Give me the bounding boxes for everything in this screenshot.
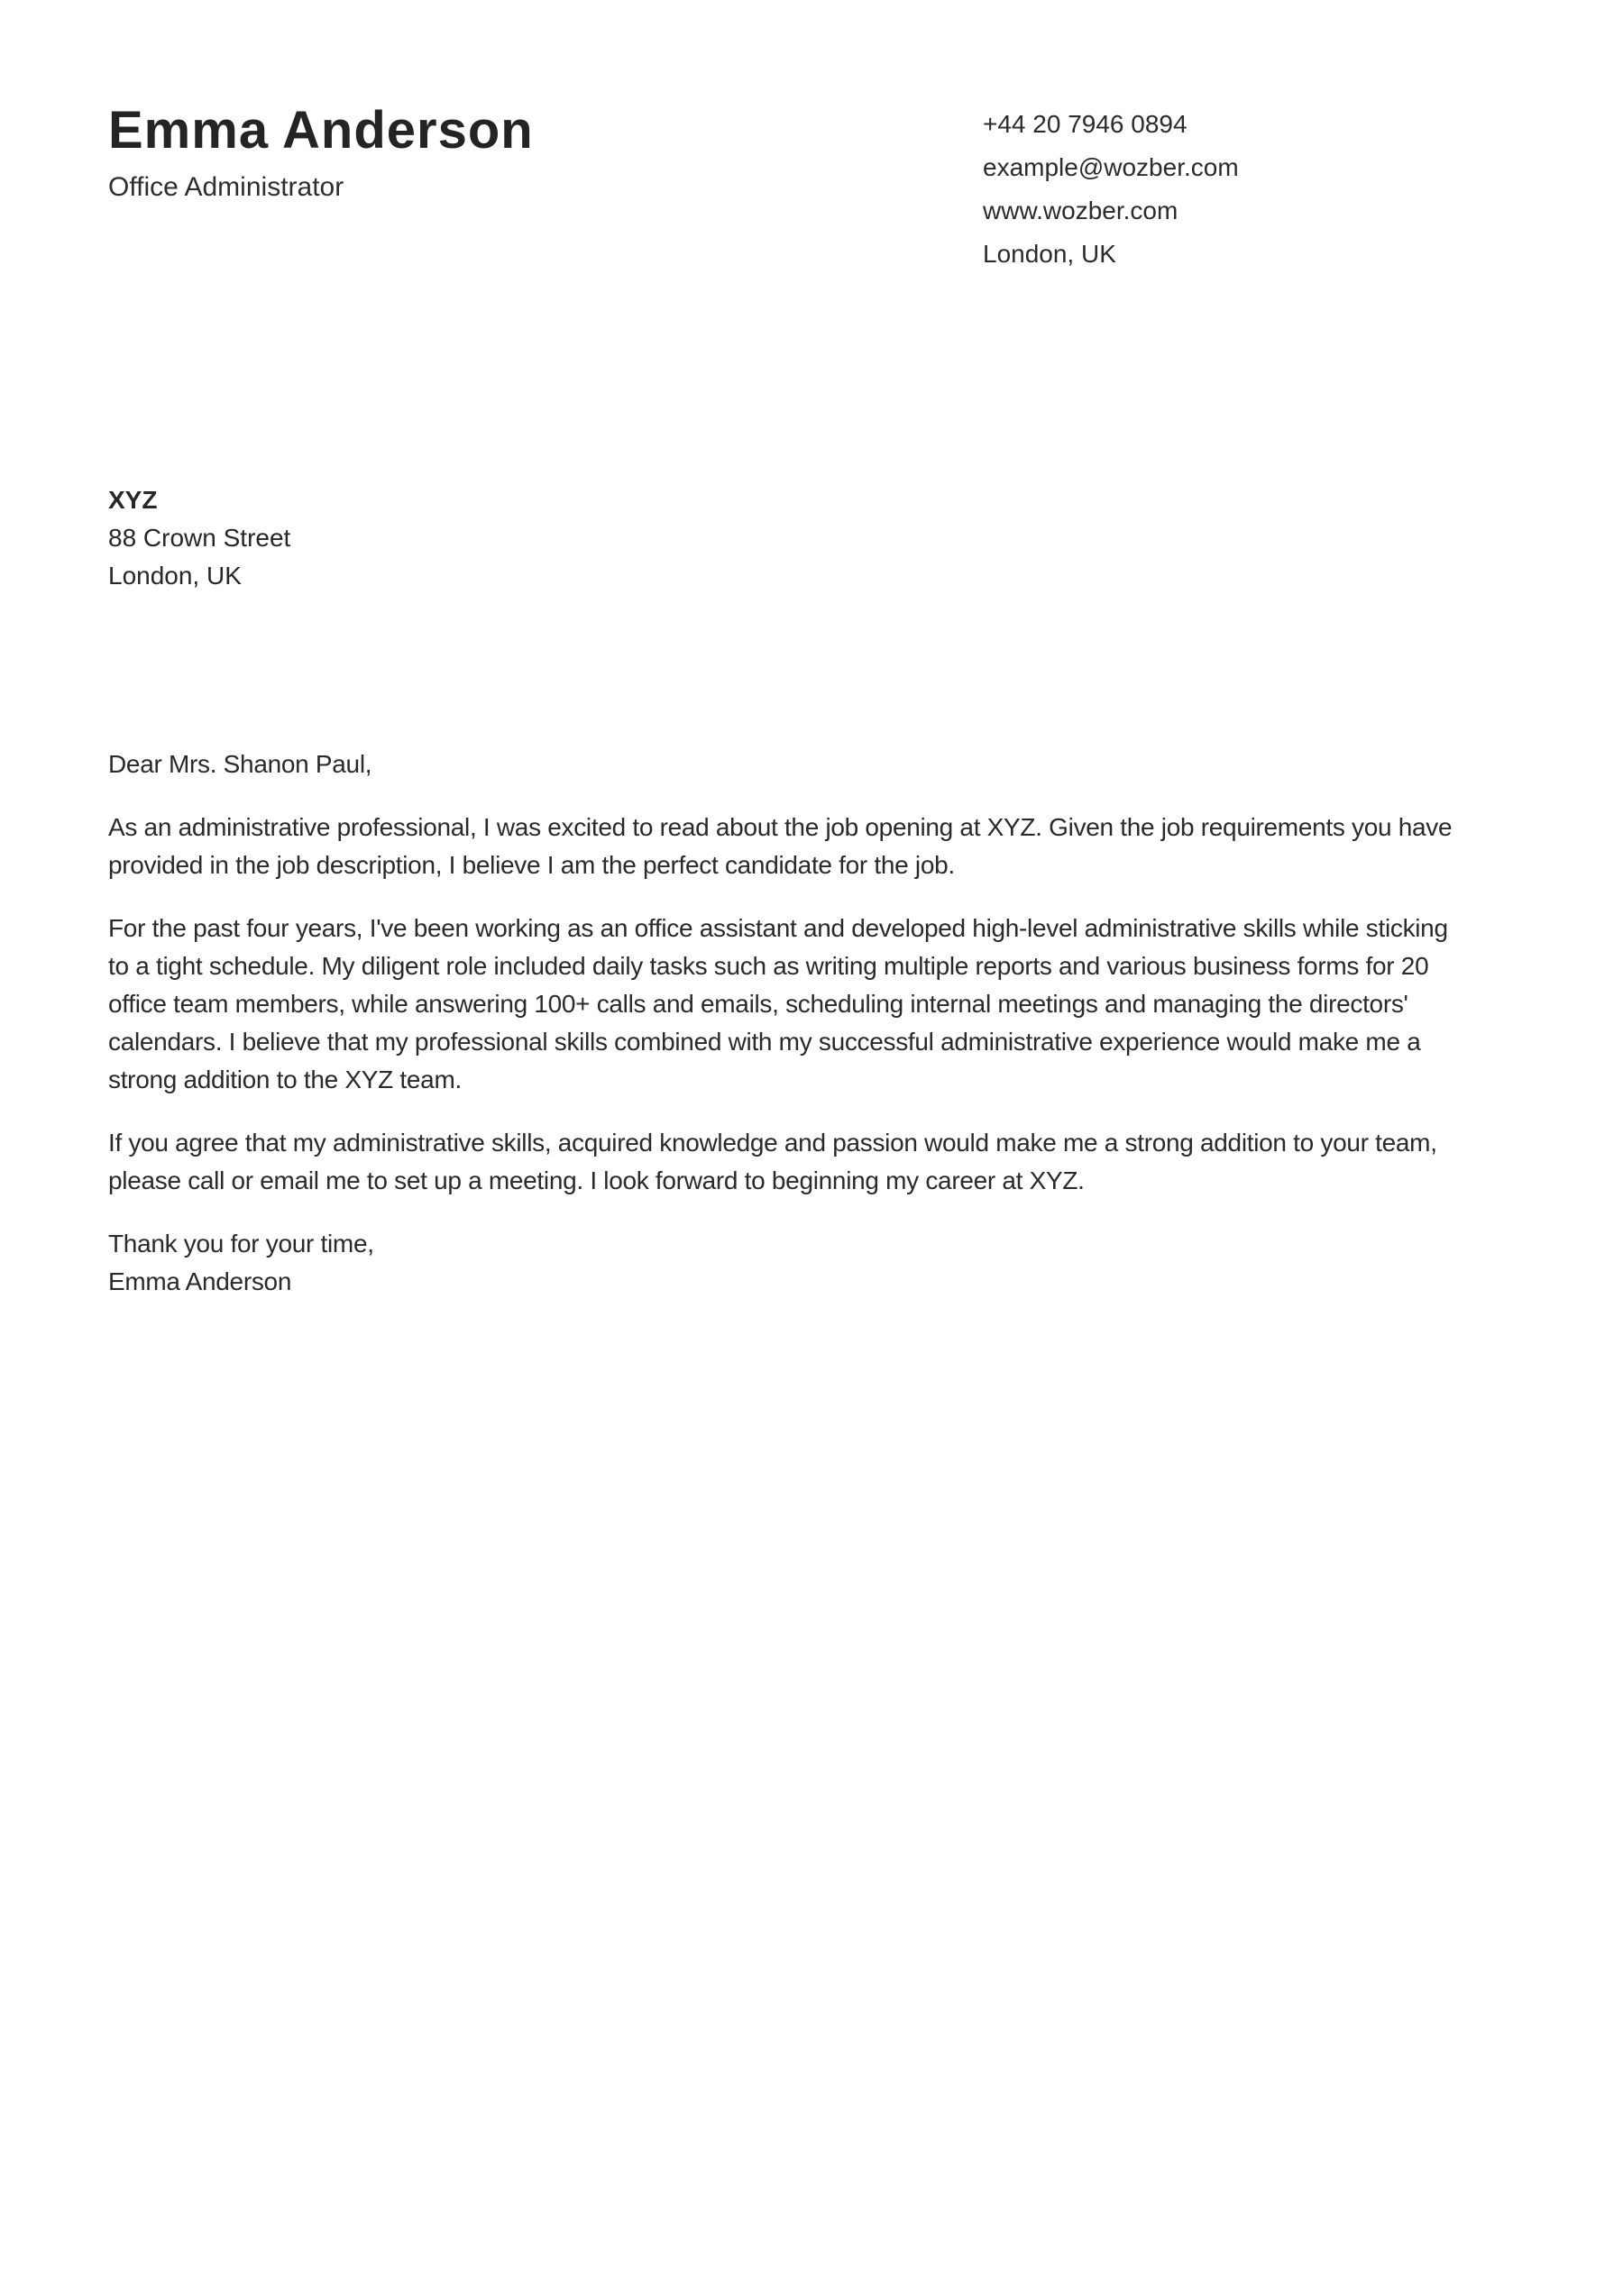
letter-body: [108, 746, 1461, 1301]
signature-name: Emma Anderson: [108, 1267, 292, 1295]
salutation: Dear Mrs. Shanon Paul,: [108, 750, 372, 778]
recipient-city: London, UK: [108, 562, 242, 590]
closing-line: Thank you for your time,: [108, 1230, 374, 1258]
recipient-street: 88 Crown Street: [108, 524, 291, 552]
contact-website: www.wozber.com: [983, 197, 1178, 224]
contact-location: London, UK: [983, 240, 1116, 268]
recipient-company: XYZ: [108, 486, 158, 514]
candidate-job-title: Office Administrator: [108, 172, 344, 202]
contact-info-block: [983, 103, 1239, 276]
letter-paragraph: As an administrative professional, I was excited to read about the job opening at XYZ. Given the job requirements you have provided in the job description, I believe I am the perfect candidate for the job.: [108, 813, 1453, 879]
letter-paragraph: For the past four years, I've been working as an office assistant and developed high-level administrative skills while sticking to a tight schedule. My diligent role included daily tasks such as writing multiple reports and various business forms for 20 office team members, while answering 100+ calls and emails, scheduling internal meetings and managing the directors' calendars. I believe that my professional skills combined with my successful administrative experience would make me a strong addition to the XYZ team.: [108, 914, 1448, 1093]
closing-block: [108, 1225, 1461, 1301]
recipient-address-block: [108, 481, 290, 595]
letter-paragraph: If you agree that my administrative skills, acquired knowledge and passion would make me a strong addition to your team, please call or email me to set up a meeting. I look forward to beginning my career at XYZ.: [108, 1129, 1437, 1194]
candidate-name: Emma Anderson: [108, 101, 534, 160]
contact-email: example@wozber.com: [983, 153, 1239, 181]
contact-phone: +44 20 7946 0894: [983, 110, 1187, 138]
